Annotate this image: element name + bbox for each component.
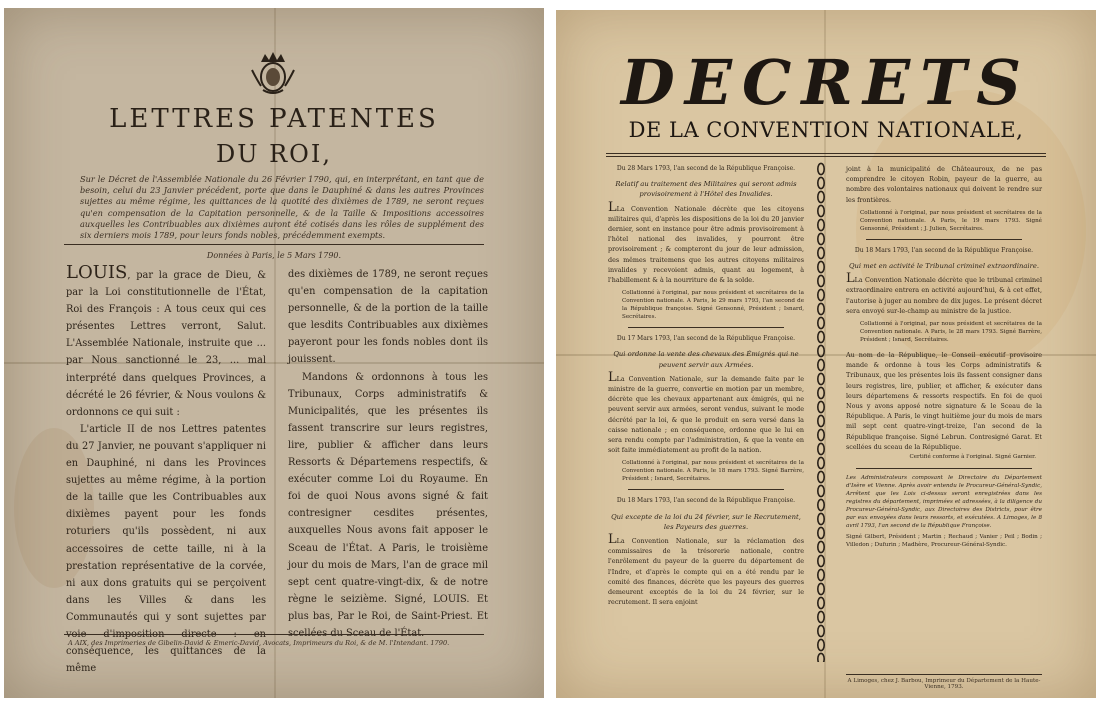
body-text: des dixièmes de 1789, ne seront reçues qu'en compensation de la capitation personnelle, & de la portion de la taille que lesdits Contribuables aux dixièmes payeront pour les fonds nobles dont ils jouissent. bbox=[288, 269, 488, 366]
decree-subject: Qui met en activité le Tribunal criminel extraordinaire. bbox=[848, 262, 1040, 271]
left-document-lettres-patentes bbox=[4, 8, 544, 698]
divider bbox=[64, 634, 484, 635]
directory-order: Les Administrateurs composant le Directoire du Département d'Isère et Vienne. Après avoir entendu le Procureur-Général-Syndic, Arrêtent que les Lois ci-dessus seront enregistrées dans les registres du département, imprimées et adressées, à la diligence du Procureur-Général-Syndic, aux Directoires des Districts, pour être par eux envoyées dans leurs ressorts, et exécutées. A Limoges, le 8 avril 1793, l'an second de la République Françoise. bbox=[846, 475, 1042, 530]
divider bbox=[606, 153, 1046, 154]
chain-divider-icon bbox=[814, 162, 828, 662]
dropcap: L bbox=[608, 199, 617, 215]
text-column-left bbox=[66, 262, 266, 677]
decree-body: La Convention Nationale, sur la réclamation des commissaires de la trésorerie nationale, contre l'enrôlement du payeur de la guerre du département de l'Indre, et d'après le compte qui en a été rendu par le comité des finances, décrète que les payeurs des guerres demeurent exceptés de la loi du 24 février, sur le recrutement. Il sera enjoint bbox=[608, 537, 804, 607]
printer-imprint: A AIX, des Imprimeries de Gibelin-David & Emeric-David, Avocats, Imprimeurs du Roi, & de M. l'Intendant. 1790. bbox=[68, 639, 450, 647]
body-text: , par la grace de Dieu, & par la Loi constitutionnelle de l'État, Roi des François : A tous ceux qui ces présentes Lettres verront, Salut. L'Assemblée Nationale, instruite que ... par Nous sanctionné le 23, ... mal interprété dans quelques Provinces, a décrété le 26 février, & Nous voulons & ordonnons ce qui suit : bbox=[66, 270, 266, 418]
collation-note: Collationné à l'original, par nous président et secrétaires de la Convention nationale. A Paris, le 19 mars 1793. Signé Gensonné, Président ; J. Julien, Secrétaires. bbox=[860, 209, 1042, 232]
divider bbox=[628, 327, 784, 328]
divider bbox=[64, 244, 484, 245]
decree-column-left bbox=[608, 164, 804, 608]
decree-summary: Sur le Décret de l'Assemblée Nationale du 26 Février 1790, qui, en interprétant, en tant que de besoin, celui du 23 Janvier précédent, porte que dans le Dauphiné & dans les autres Provinces sujettes au même régime, les quittances de la quotité des dixièmes de 1789, ne seront reçues qu'en compensation de la Capitation personnelle, & de la Taille & Impositions accessoires auxquelles les Contribuables aux dixièmes auront été cotisés dans les rôles de supplément des six derniers mois 1789, pour leurs fonds nobles, précédemment exempts. bbox=[80, 174, 484, 241]
issue-date: Données à Paris, le 5 Mars 1790. bbox=[206, 251, 342, 260]
decree-date: Du 17 Mars 1793, l'an second de la République Françoise. bbox=[616, 335, 796, 343]
decree-body: La Convention Nationale, sur la demande faite par le ministre de la guerre, convertie en motion par un membre, décrète que les chevaux appartenant aux émigrés, qui ne peuvent servir aux armées, seront vendus, suivant le mode décrété par la loi, & que le produit en sera versé dans la caisse nationale ; en conséquence, ordonne que le lui en sera rendu compte par l'administration, & que la vente en soit faite immédiatement au profit de la nation. bbox=[608, 374, 804, 455]
document-title: DECRETS bbox=[620, 46, 1032, 119]
document-subtitle: DE LA CONVENTION NATIONALE, bbox=[628, 118, 1024, 142]
signatories: Signé Gilbert, Président ; Martin ; Rechaud ; Vanier ; Peil ; Bodin ; Villedon ; Dufurin ; Madhère, Procureur-Général-Syndic. bbox=[846, 534, 1042, 549]
divider bbox=[846, 674, 1042, 675]
divider bbox=[606, 156, 1046, 157]
decree-text bbox=[846, 271, 1042, 316]
collation-note: Collationné à l'original, par nous président et secrétaires de la Convention nationale. A Paris, le 28 mars 1793. Signé Barrère, Président ; Isnard, Secrétaires. bbox=[860, 321, 1042, 344]
decree-date: Du 18 Mars 1793, l'an second de la République Françoise. bbox=[854, 246, 1034, 254]
document-subtitle: DU ROI, bbox=[216, 140, 332, 168]
dropcap: L bbox=[608, 532, 617, 548]
article-text: L'article II de nos Lettres patentes du 27 Janvier, ne pouvant s'appliquer ni en Dauphiné, ni dans les Provinces sujettes au même régime, à la portion de la taille que les Contribuables aux dixièmes payent pour les fonds roturiers qu'ils possèdent, ni aux accessoires de cette taille, ni à la prestation représentative de la corvée, ni aux dons gratuits qui se perçoivent dans les Villes & dans les Communautés qui y sont sujettes par conséquence, les quittances de la même bbox=[66, 423, 266, 675]
decree-text bbox=[608, 532, 804, 607]
dropcap: L bbox=[608, 369, 617, 385]
document-title: LETTRES PATENTES bbox=[109, 104, 439, 134]
divider bbox=[856, 468, 1032, 469]
divider bbox=[866, 239, 1022, 240]
decree-body: joint à la municipalité de Châteauroux, de ne pas comprendre le citoyen Robin, payeur de la guerre, au nombre des volontaires nationaux qui doivent le rendre sur les frontières. bbox=[846, 165, 1042, 204]
royal-crest-icon bbox=[248, 50, 298, 96]
dropcap-louis: LOUIS bbox=[66, 262, 128, 283]
collation-note: Collationné à l'original, par nous président et secrétaires de la Convention nationale. A Paris, le 29 mars 1793, l'an second de la République françoise. Signé Gensonné, Président ; Isnard, Secrétaires. bbox=[622, 290, 804, 321]
dropcap: L bbox=[846, 271, 855, 287]
decree-text bbox=[608, 369, 804, 456]
mandate-text: Mandons & ordonnons à tous les Tribunaux, Corps administratifs & Municipalités, que les présentes ils fassent transcrire sur leurs registres, lire, publier & afficher dans leurs Ressorts & Départemens respectifs, & exécuter comme Loi du Royaume. En foi de quoi Nous avons signé & fait contresigner cesdites présentes, auxquelles Nous avons fait apposer le Sceau de l'État. A Paris, le troisième jour du mois de Mars, l'an de grace mil sept cent quatre-vingt-dix, & de notre règne le seizième. Signé, LOUIS. Et plus bas, Par le Roi, de Saint-Priest. Et bbox=[288, 371, 488, 622]
divider bbox=[628, 489, 784, 490]
executive-order: Au nom de la République, le Conseil exécutif provisoire mande & ordonne à tous les Corps administratifs & Tribunaux, que les présentes lois ils fassent consigner dans leurs registres, lire, publier, et afficher, & exécuter dans leurs départemens & ressorts respectifs. En foi de quoi Nous y avons apposé notre signature & le Sceau de la République. A Paris, le vingt huitième jour du mois de mars mil sept cent quatre-vingt-treize, l'an second de la République françoise. Signé Lebrun. Contresigné Garat. Et scellées du sceau de la République. bbox=[846, 351, 1042, 451]
decree-subject: Qui ordonne la vente des chevaux des Émigrés qui ne peuvent servir aux Armées. bbox=[613, 350, 799, 369]
decree-date: Du 18 Mars 1793, l'an second de la République Françoise. bbox=[616, 497, 796, 505]
decree-column-right bbox=[846, 164, 1042, 549]
right-document-decrets bbox=[556, 10, 1096, 698]
text-column-right bbox=[288, 266, 488, 642]
decree-body: La Convention Nationale décrète que le tribunal criminel extraordinaire entrera en activité aujourd'hui, & à cet effet, l'autorise à juger au nombre de dix juges. Le présent décret sera envoyé sur-le-champ au ministre de la justice. bbox=[846, 276, 1042, 315]
decree-subject: Relatif au traitement des Militaires qui seront admis provisoirement à l'Hôtel des Invalides. bbox=[615, 180, 797, 199]
printer-imprint: A Limoges, chez J. Barbou, Imprimeur du Département de la Haute-Vienne, 1793. bbox=[847, 678, 1041, 690]
decree-text bbox=[608, 199, 804, 286]
certification: Certifié conforme à l'original. Signé Garnier. bbox=[909, 454, 1036, 461]
decree-subject: Qui excepte de la loi du 24 février, sur le Recrutement, les Payeurs des guerres. bbox=[611, 512, 801, 531]
decree-body: La Convention Nationale décrète que les citoyens militaires qui, d'après les dispositions de la loi du 20 janvier dernier, sont en instance pour être admis provisoirement à l'hôtel national des invalides, y pourront être provisoirement ; & compteront du jour de leur admission, des mêmes traitemens que les autres citoyens militaires invalides y recevoient admis, quant au logement, à l'habillement & à la nourriture de & la solde. bbox=[608, 204, 804, 285]
decree-date: Du 28 Mars 1793, l'an second de la République Françoise. bbox=[616, 165, 796, 172]
collation-note: Collationné à l'original, par nous président et secrétaires de la Convention nationale. A Paris, le 18 mars 1793. Signé Barrère, Président ; Isnard, Secrétaires. bbox=[622, 460, 804, 483]
